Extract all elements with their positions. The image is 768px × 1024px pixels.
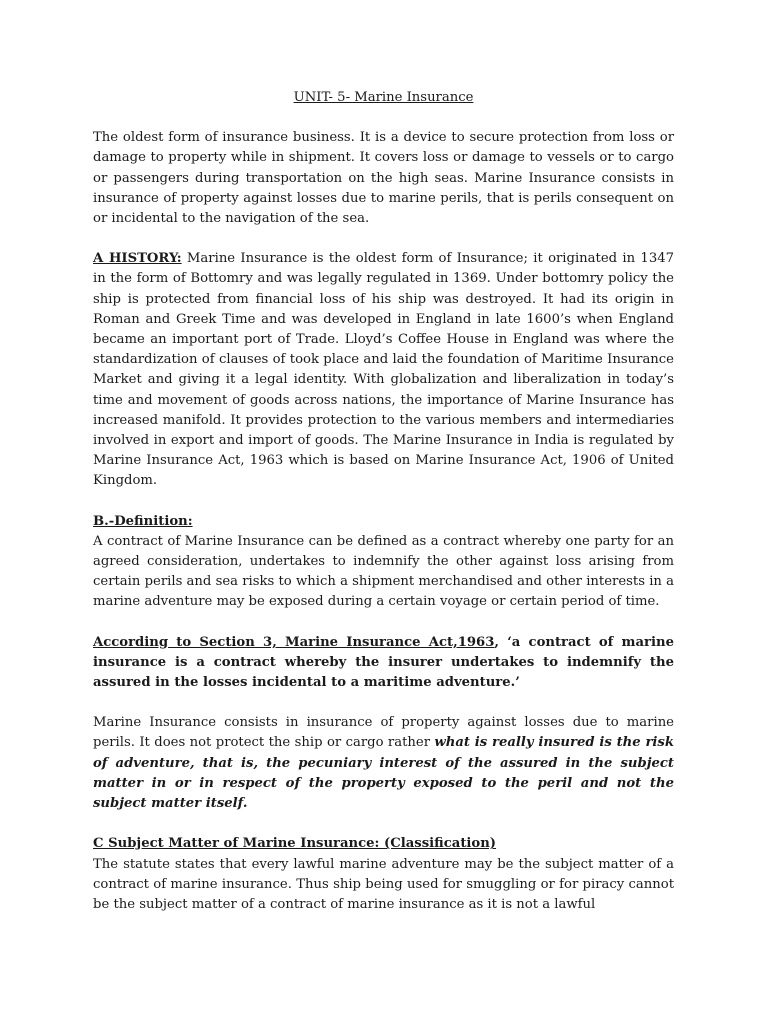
consists-paragraph (93, 713, 674, 814)
section3-quote: , ‘a contract of marine insurance is a contract whereby the insurer undertakes to indemnify the assured in the losses incidental to a maritime adventure.’ (93, 634, 674, 691)
subject-body: The statute states that every lawful marine adventure may be the subject matter of a contract of marine insurance. Thus ship being used for smuggling or for piracy cannot be the subject matter of a contract of marine insurance as it is not a lawful (93, 856, 674, 912)
subject-heading: C Subject Matter of Marine Insurance: (Classification) (93, 836, 497, 852)
definition-heading: B.-Definition: (93, 513, 193, 529)
intro-paragraph: The oldest form of insurance business. It is a device to secure protection from loss or damage to property while in shipment. It covers loss or damage to vessels or to cargo or passengers during transportation on the high seas. Marine Insurance consists in insurance of property against losses due to marine perils, that is perils consequent on or incidental to the navigation of the sea. (93, 130, 674, 227)
page-title: UNIT- 5- Marine Insurance (293, 90, 474, 105)
history-body: Marine Insurance is the oldest form of Insurance; it originated in 1347 in the form of Bottomry and was legally regulated in 1369. Under bottomry policy the ship is protected from financial loss of his ship was destroyed. It had its origin in Roman and Greek Time and was developed in England in late 1600’s when England became an important port of Trade. Lloyd’s Coffee House in England was where the standardization of clauses of took place and laid the foundation of Maritime Insurance Market and giving it a legal identity. With globalization and liberalization in today’s time and movement of goods across nations, the importance of Marine Insurance has increased manifold. It provides protection to the various members and intermediaries involved in export and import of goods. The Marine Insurance in India is regulated by Marine Insurance Act, 1963 which is based on Marine Insurance Act, 1906 of United Kingdom. (93, 251, 674, 489)
history-heading: A HISTORY: (93, 251, 182, 267)
history-paragraph (93, 249, 674, 491)
definition-body: A contract of Marine Insurance can be defined as a contract whereby one party for an agreed consideration, undertakes to indemnify the other against loss arising from certain perils and sea risks to which a shipment merchandised and other interests in a marine adventure may be exposed during a certain voyage or certain period of time. (93, 533, 674, 610)
section3-paragraph (93, 633, 674, 694)
consists-emphasis: what is really insured is the risk of adventure, that is, the pecuniary interest of the assured in the subject matter in or in respect of the property exposed to the peril and not the subject matter itself (93, 735, 674, 812)
consists-end: . (242, 796, 248, 812)
document-page (93, 88, 674, 915)
section3-reference: According to Section 3, Marine Insurance Act,1963 (93, 634, 495, 650)
consists-plain: Marine Insurance consists in insurance of property against losses due to marine perils. It does not protect the ship or cargo rather (93, 715, 674, 751)
